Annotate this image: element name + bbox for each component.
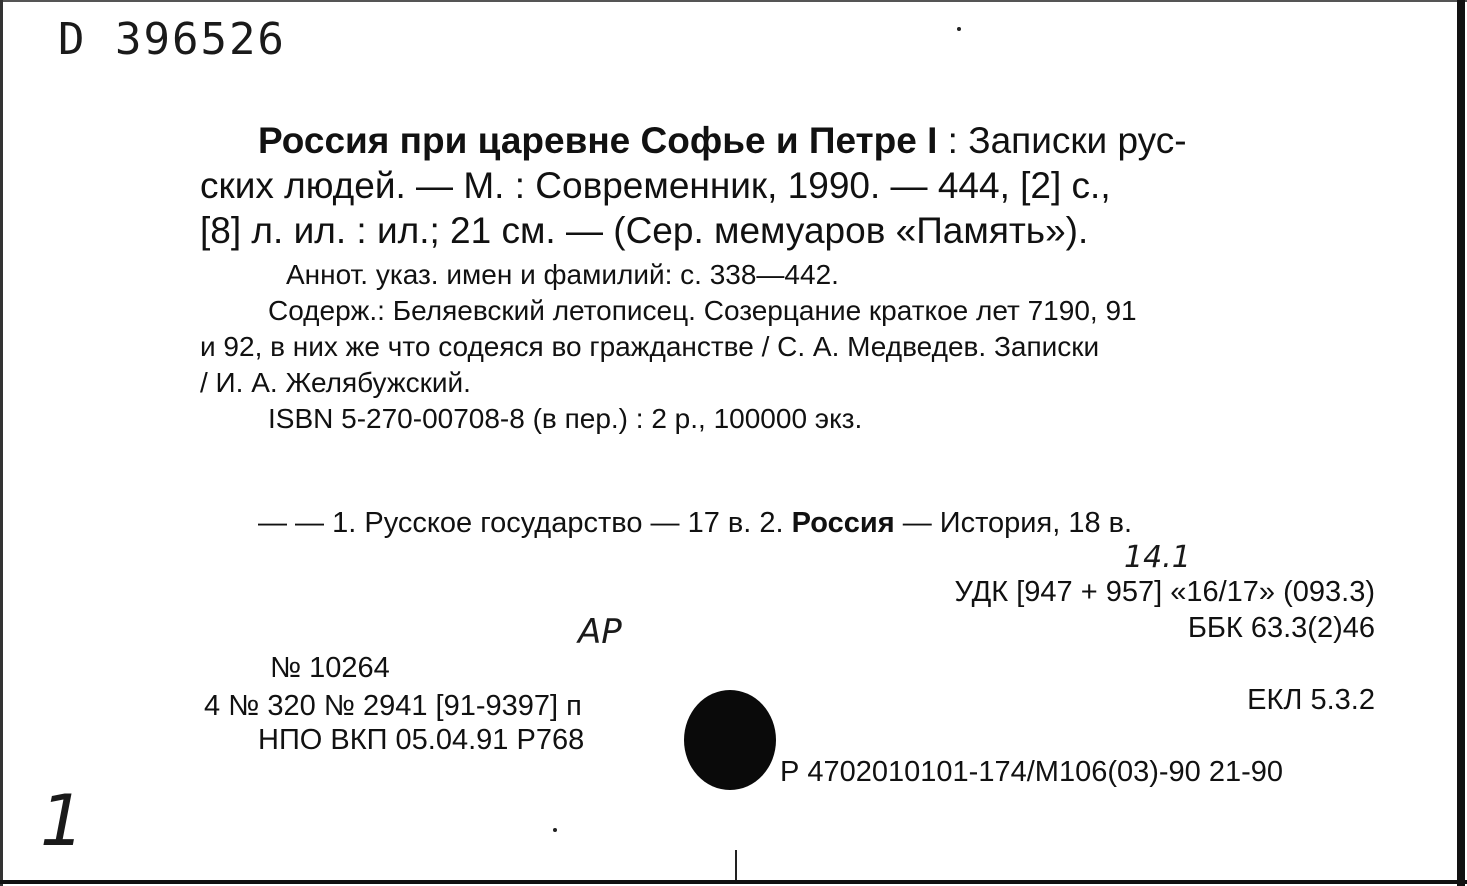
card-right-edge: [1457, 0, 1465, 886]
registration-number: № 10264: [270, 652, 390, 684]
bbk-code: ББК 63.3(2)46: [1187, 612, 1375, 644]
call-number: D 396526: [58, 14, 286, 65]
title-line-2: ских людей. — М. : Современник, 1990. — 444, [2] с.,: [200, 165, 1111, 206]
print-info-line-2: НПО ВКП 05.04.91 Р768: [258, 724, 585, 756]
bibliographic-entry: [200, 118, 1370, 437]
subject-headings: [258, 507, 1132, 540]
subject-prefix: — — 1. Русское государство — 17 в. 2.: [258, 507, 792, 539]
subject-bold: Россия: [791, 507, 895, 539]
handwritten-card-number: 1: [40, 780, 85, 862]
contents-line-3: / И. А. Желябужский.: [200, 367, 471, 398]
card-bottom-edge: [0, 880, 1467, 884]
handwritten-udk-note: 14.1: [1124, 540, 1191, 575]
book-title: Россия при царевне Софье и Петре I: [258, 120, 938, 161]
handwritten-initials: АР: [578, 612, 622, 652]
card-top-edge: [0, 0, 1467, 2]
speck-top: [957, 27, 961, 31]
title-line-3: [8] л. ил. : ил.; 21 см. — (Сер. мемуаров «Память»).: [200, 210, 1089, 251]
punch-hole: [684, 690, 776, 790]
ekl-code: ЕКЛ 5.3.2: [1247, 684, 1375, 716]
udk-code: УДК [947 + 957] «16/17» (093.3): [954, 576, 1375, 608]
isbn-line: ISBN 5-270-00708-8 (в пер.) : 2 р., 100000 экз.: [268, 403, 863, 434]
publication-code: Р 4702010101-174/М106(03)-90 21-90: [780, 756, 1284, 788]
print-info-line-1: 4 № 320 № 2941 [91-9397] п: [204, 690, 582, 722]
title-line-1: [200, 118, 1370, 163]
subject-suffix: — История, 18 в.: [894, 507, 1133, 539]
contents-line-2: и 92, в них же что содеяся во гражданстве / С. А. Медведев. Записки: [200, 331, 1100, 362]
speck-bottom: [553, 828, 557, 832]
title-subtitle: : Записки рус-: [937, 120, 1187, 161]
contents-line-1: Содерж.: Беляевский летописец. Созерцание краткое лет 7190, 91: [268, 295, 1137, 326]
card-left-edge: [0, 0, 3, 886]
index-note: Аннот. указ. имен и фамилий: с. 338—442.: [286, 259, 839, 290]
bottom-tick-mark: [735, 850, 737, 880]
